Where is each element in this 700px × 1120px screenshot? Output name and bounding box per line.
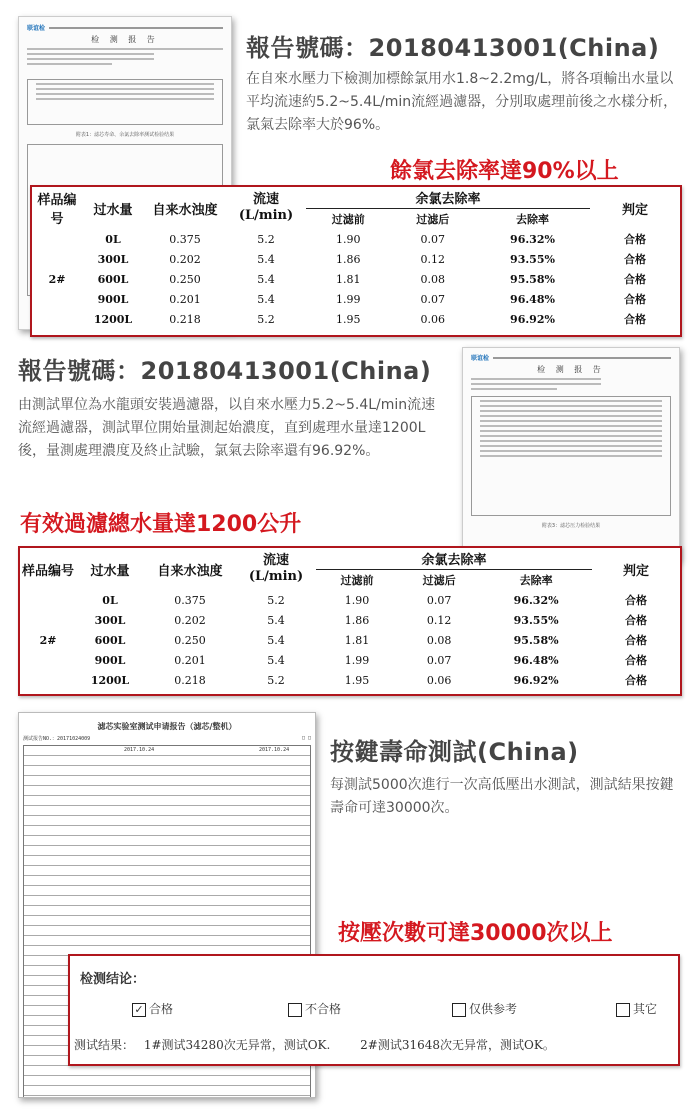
cell-rate: 93.55% xyxy=(513,613,559,627)
sample-id: 2# xyxy=(39,633,57,647)
cell-rate: 96.92% xyxy=(513,673,559,687)
cell-volume: 300L xyxy=(94,613,126,627)
test-application-form: 滤芯实验室测试申请报告（滤芯/整机） 测试报告NO.：20171024009 □ □ 2017.10.24 2017.10.24 xyxy=(18,712,316,1098)
table-row xyxy=(32,249,680,269)
paper-caption: 附表3：滤芯压力检验结果 xyxy=(541,523,601,529)
result-2: 2#测试31648次无异常，测试OK。 xyxy=(360,1038,555,1052)
highlight-3: 按壓次數可達30000次以上 xyxy=(338,921,613,946)
cell-rate: 96.32% xyxy=(510,232,555,246)
col-turbidity: 自来水浊度 xyxy=(157,563,223,579)
cell-flow: 5.4 xyxy=(267,653,285,667)
cell-rate: 93.55% xyxy=(510,252,555,266)
table-row xyxy=(32,229,680,249)
col-rate: 去除率 xyxy=(516,212,549,226)
cell-before: 1.81 xyxy=(336,272,361,286)
cell-judge: 合格 xyxy=(624,233,646,246)
form-title: 滤芯实验室测试申请报告（滤芯/整机） xyxy=(97,721,237,731)
col-sample: 样品编号 xyxy=(37,193,77,227)
description-3: 每測試5000次進行一次高低壓出水測試，測試結果按鍵壽命可達30000次。 xyxy=(330,777,674,816)
description-2: 由測試單位為水龍頭安裝過濾器，以自來水壓力5.2~5.4L/min流速流經過濾器，測試單位開始量測起始濃度，直到處理水量達1200L後，量測處理濃度及終止試驗，氯氣去除率還有96.92%。 xyxy=(18,397,436,459)
cell-after: 0.06 xyxy=(420,312,445,326)
cell-before: 1.86 xyxy=(336,252,361,266)
cell-turbidity: 0.250 xyxy=(169,272,201,286)
col-judge: 判定 xyxy=(622,563,649,579)
cell-flow: 5.4 xyxy=(267,633,285,647)
cell-judge: 合格 xyxy=(624,293,646,306)
cell-flow: 5.2 xyxy=(257,232,275,246)
section-3-title: 按鍵壽命測試(China) xyxy=(330,738,579,766)
col-judge: 判定 xyxy=(621,202,648,218)
col-flow: 流速 (L/min) xyxy=(248,553,304,584)
cell-after: 0.12 xyxy=(426,613,452,627)
lab-logo: 联谊检 xyxy=(27,25,46,32)
table-row xyxy=(20,650,680,670)
option-pass: ✓ 合格 xyxy=(132,1000,173,1017)
cell-volume: 1200L xyxy=(93,312,133,326)
option-other: 其它 xyxy=(616,1000,657,1017)
cell-before: 1.81 xyxy=(344,633,370,647)
col-residual: 余氯去除率 xyxy=(316,548,592,569)
report-number-1: 報告號碼：20180413001(China) xyxy=(246,34,660,62)
conclusion-box xyxy=(68,954,680,1066)
sample-id: 2# xyxy=(48,272,66,286)
cell-flow: 5.4 xyxy=(257,272,275,286)
cell-judge: 合格 xyxy=(625,634,647,647)
description-1: 在自來水壓力下檢測加標餘氯用水1.8~2.2mg/L，將各項輸出水量以平均流速約5.2~5.4L/min流經過濾器，分別取處理前後之水樣分析，氯氣去除率大於96%。 xyxy=(246,71,678,133)
cell-volume: 600L xyxy=(94,633,126,647)
col-turbidity: 自来水浊度 xyxy=(152,202,218,218)
result-label: 测试结果： xyxy=(74,1038,135,1052)
cell-after: 0.12 xyxy=(420,252,445,266)
cell-flow: 5.4 xyxy=(267,613,285,627)
result-1: 1#测试34280次无异常，测试OK. xyxy=(143,1038,331,1052)
table-row xyxy=(20,610,680,630)
cell-before: 1.86 xyxy=(344,613,370,627)
table-row xyxy=(20,630,680,650)
cell-rate: 96.48% xyxy=(510,292,555,306)
checkbox-icon xyxy=(288,1003,302,1017)
cell-turbidity: 0.201 xyxy=(169,292,201,306)
cell-flow: 5.4 xyxy=(257,292,275,306)
option-fail: 不合格 xyxy=(288,1000,341,1017)
paper-title: 检 测 报 告 xyxy=(537,365,605,374)
col-after: 过滤后 xyxy=(422,573,456,587)
lab-logo: 联谊检 xyxy=(471,355,490,362)
cell-turbidity: 0.375 xyxy=(169,232,201,246)
cell-after: 0.07 xyxy=(420,292,445,306)
col-after: 过滤后 xyxy=(416,212,450,226)
cell-before: 1.95 xyxy=(336,312,361,326)
col-flow: 流速 (L/min) xyxy=(238,192,294,223)
cell-turbidity: 0.218 xyxy=(169,312,201,326)
cell-judge: 合格 xyxy=(624,273,646,286)
cell-after: 0.08 xyxy=(420,272,445,286)
table-row xyxy=(32,269,680,289)
form-report-no: 测试报告NO.：20171024009 xyxy=(23,736,91,742)
checkbox-checked-icon: ✓ xyxy=(132,1003,146,1017)
cell-judge: 合格 xyxy=(625,614,647,627)
table-row xyxy=(32,309,680,329)
cell-judge: 合格 xyxy=(624,313,646,326)
cell-turbidity: 0.202 xyxy=(174,613,206,627)
cell-judge: 合格 xyxy=(625,674,647,687)
cell-turbidity: 0.250 xyxy=(174,633,206,647)
cell-volume: 600L xyxy=(97,272,129,286)
checkbox-icon xyxy=(616,1003,630,1017)
cell-volume: 0L xyxy=(105,232,121,246)
cell-flow: 5.2 xyxy=(257,312,275,326)
report-thumbnail-2 xyxy=(462,347,680,561)
checkbox-icon xyxy=(452,1003,466,1017)
paper-caption: 附表1：滤芯寿命、余氯去除率测试检验结果 xyxy=(75,132,175,138)
cell-judge: 合格 xyxy=(624,253,646,266)
cell-rate: 96.32% xyxy=(513,593,559,607)
cell-after: 0.06 xyxy=(426,673,452,687)
cell-volume: 300L xyxy=(97,252,129,266)
highlight-1: 餘氯去除率達90%以上 xyxy=(390,159,619,184)
option-reference: 仅供参考 xyxy=(452,1000,517,1017)
table-row xyxy=(20,590,680,610)
cell-after: 0.07 xyxy=(426,593,452,607)
test-table-1 xyxy=(30,185,682,337)
report-number-2: 報告號碼：20180413001(China) xyxy=(18,357,432,385)
form-date-2: 2017.10.24 xyxy=(259,747,290,753)
cell-flow: 5.2 xyxy=(267,593,285,607)
col-residual: 余氯去除率 xyxy=(306,187,590,208)
cell-turbidity: 0.202 xyxy=(169,252,201,266)
test-table-2 xyxy=(18,546,682,696)
cell-rate: 96.48% xyxy=(513,653,559,667)
cell-rate: 96.92% xyxy=(510,312,555,326)
cell-before: 1.99 xyxy=(336,292,361,306)
paper-title: 检 测 报 告 xyxy=(91,35,159,44)
highlight-2: 有效過濾總水量達1200公升 xyxy=(20,512,302,537)
col-before: 过滤前 xyxy=(331,212,365,226)
cell-rate: 95.58% xyxy=(513,633,559,647)
cell-judge: 合格 xyxy=(625,654,647,667)
cell-volume: 900L xyxy=(97,292,129,306)
cell-after: 0.08 xyxy=(426,633,452,647)
cell-volume: 0L xyxy=(102,593,118,607)
table-row xyxy=(20,670,680,690)
cell-before: 1.95 xyxy=(344,673,370,687)
cell-rate: 95.58% xyxy=(510,272,555,286)
col-before: 过滤前 xyxy=(340,573,374,587)
cell-before: 1.90 xyxy=(344,593,370,607)
cell-turbidity: 0.218 xyxy=(174,673,206,687)
cell-flow: 5.4 xyxy=(257,252,275,266)
cell-turbidity: 0.201 xyxy=(174,653,206,667)
cell-flow: 5.2 xyxy=(267,673,285,687)
col-volume: 过水量 xyxy=(93,202,133,218)
cell-before: 1.90 xyxy=(336,232,361,246)
table-row xyxy=(32,289,680,309)
cell-before: 1.99 xyxy=(344,653,370,667)
cell-judge: 合格 xyxy=(625,594,647,607)
col-rate: 去除率 xyxy=(519,573,553,587)
cell-after: 0.07 xyxy=(426,653,452,667)
form-date-1: 2017.10.24 xyxy=(124,747,155,753)
cell-volume: 900L xyxy=(94,653,126,667)
cell-volume: 1200L xyxy=(90,673,130,687)
cell-turbidity: 0.375 xyxy=(174,593,206,607)
col-volume: 过水量 xyxy=(90,563,130,579)
cell-after: 0.07 xyxy=(420,232,445,246)
col-sample: 样品编号 xyxy=(21,563,74,579)
conclusion-label: 检测结论： xyxy=(80,972,146,987)
